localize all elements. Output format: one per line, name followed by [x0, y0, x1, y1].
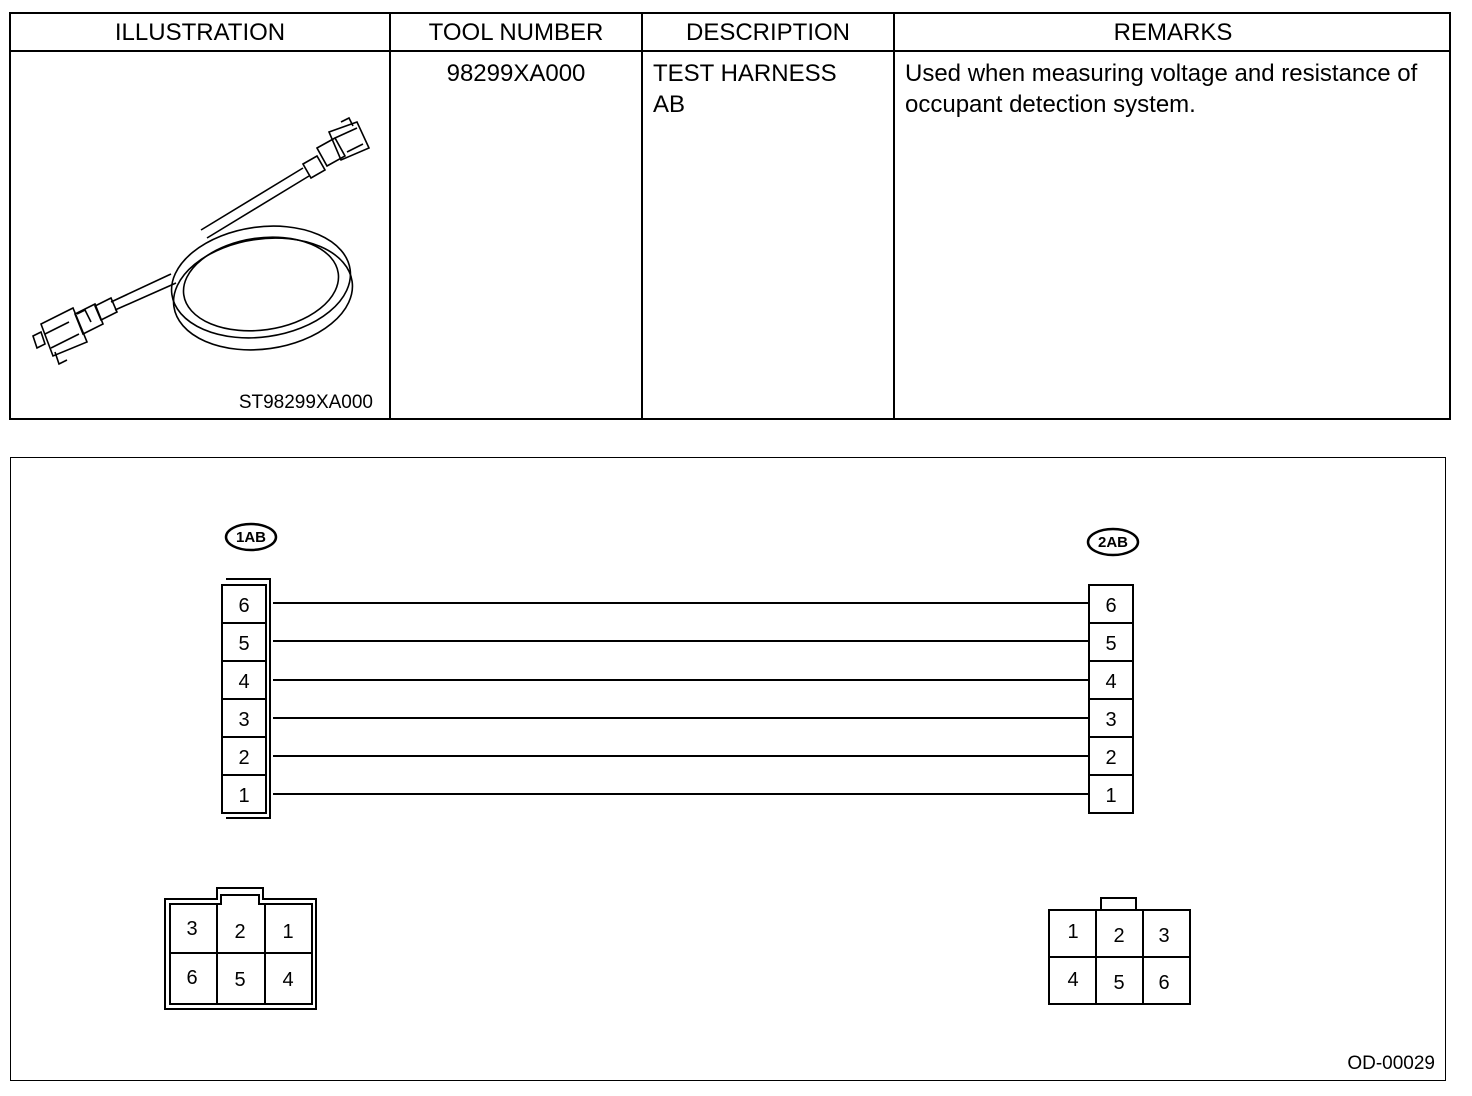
left-face-pin: 6 — [186, 967, 198, 989]
left-face-pin: 5 — [234, 969, 246, 991]
harness-illustration — [11, 52, 387, 418]
remarks-line-1: Used when measuring voltage and resistance of — [905, 60, 1418, 87]
right-pin-label: 5 — [1105, 633, 1117, 655]
remarks-line-2: occupant detection system. — [905, 91, 1196, 118]
connector-left-badge — [226, 524, 276, 550]
illustration-code: ST98299XA000 — [238, 392, 373, 413]
left-face-pin: 1 — [282, 921, 294, 943]
tool-table — [9, 12, 1451, 420]
header-description: DESCRIPTION — [643, 14, 893, 52]
figure-code: OD-00029 — [1347, 1053, 1435, 1074]
left-face-pin: 4 — [282, 969, 294, 991]
left-pin-label: 2 — [238, 747, 250, 769]
tool-number-column — [389, 14, 641, 418]
right-pin-label: 3 — [1105, 709, 1117, 731]
left-pin-label: 1 — [238, 785, 250, 807]
harness-wires — [273, 603, 1089, 794]
left-pin-label: 3 — [238, 709, 250, 731]
illustration-column — [11, 14, 389, 418]
right-pin-label: 2 — [1105, 747, 1117, 769]
connector-right-strip — [1089, 585, 1133, 813]
harness-wiring-diagram — [10, 457, 1446, 1081]
right-face-pin: 2 — [1113, 925, 1125, 947]
right-face-pin: 3 — [1158, 925, 1170, 947]
connector-right-badge — [1088, 529, 1138, 555]
left-pin-label: 4 — [238, 671, 250, 693]
header-remarks: REMARKS — [895, 14, 1451, 52]
connector-right-label: 2AB — [1097, 534, 1129, 551]
tool-number-value: 98299XA000 — [446, 60, 586, 87]
left-face-pin: 2 — [234, 921, 246, 943]
right-pin-label: 6 — [1105, 595, 1117, 617]
right-pin-label: 4 — [1105, 671, 1117, 693]
right-face-pin: 1 — [1067, 921, 1079, 943]
right-face-pin: 5 — [1113, 972, 1125, 994]
connector-left-face-labels — [186, 918, 293, 991]
left-pin-label: 6 — [238, 595, 250, 617]
description-value — [643, 52, 893, 126]
right-face-pin: 6 — [1158, 972, 1170, 994]
description-line-2: AB — [653, 91, 686, 118]
wiring-diagram-svg — [11, 458, 1445, 1080]
description-column — [641, 14, 893, 418]
left-pin-label: 5 — [238, 633, 250, 655]
right-pin-label: 1 — [1105, 785, 1117, 807]
description-line-1: TEST HARNESS — [653, 60, 837, 87]
header-illustration: ILLUSTRATION — [11, 14, 389, 52]
remarks-value — [895, 52, 1451, 126]
header-tool-number: TOOL NUMBER — [391, 14, 641, 52]
right-face-pin: 4 — [1067, 969, 1079, 991]
connector-left-label: 1AB — [235, 529, 267, 546]
remarks-column — [893, 14, 1451, 418]
left-face-pin: 3 — [186, 918, 198, 940]
